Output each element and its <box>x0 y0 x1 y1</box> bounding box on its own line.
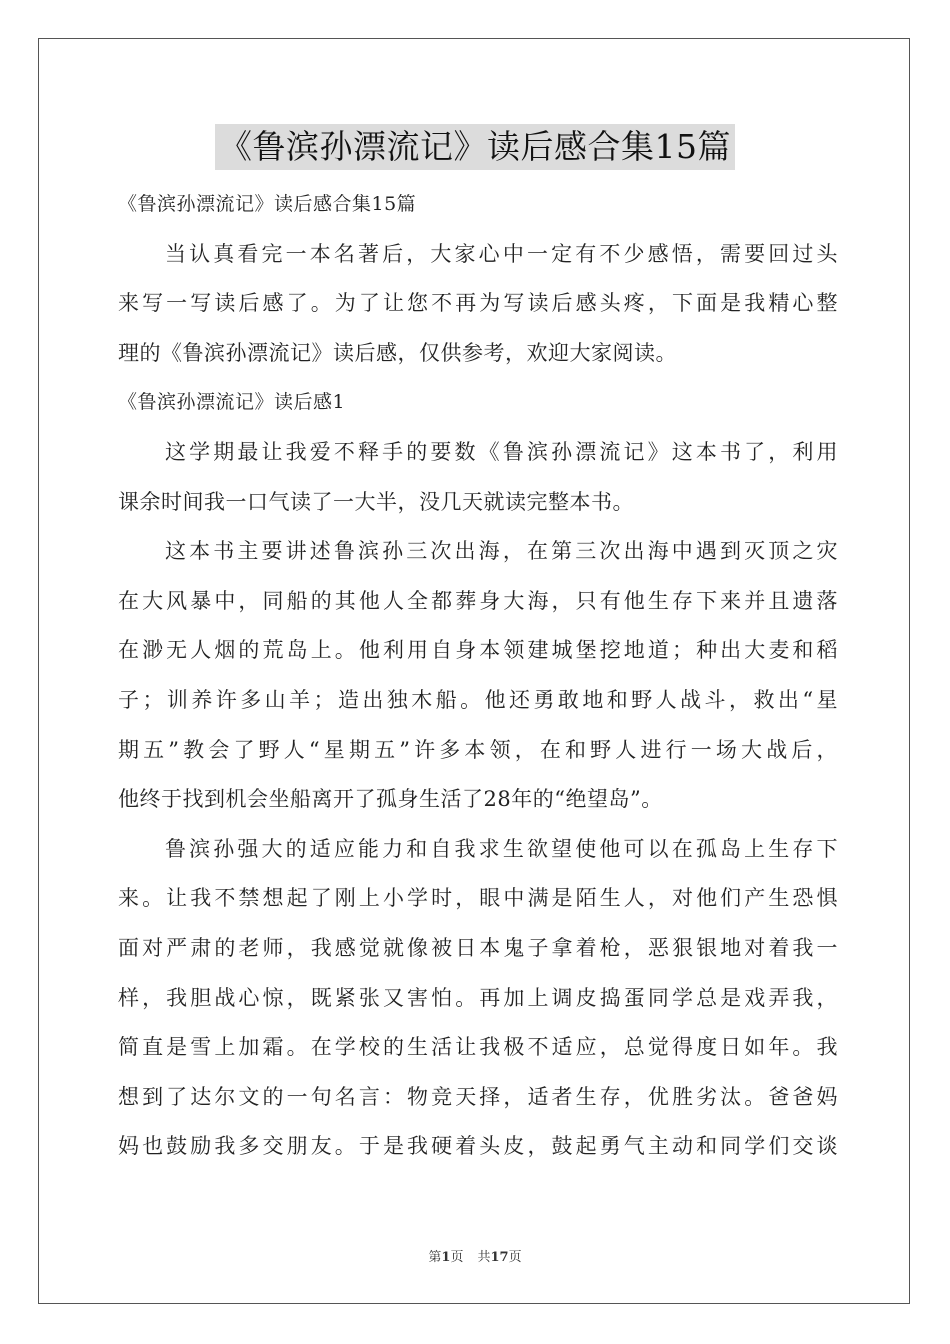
paragraph-line: 鲁滨孙强大的适应能力和自我求生欲望使他可以在孤岛上生存下 <box>165 836 838 861</box>
page-number-prefix: 第 <box>428 1250 442 1265</box>
document-body <box>118 180 838 1172</box>
paragraph-line: 他终于找到机会坐船离开了孤身生活了28年的“绝望岛”。 <box>118 787 663 812</box>
paragraph-line: 在大风暴中，同船的其他人全都葬身大海，只有他生存下来并且遗落 <box>118 588 838 613</box>
paragraph-line: 想到了达尔文的一句名言：物竞天择，适者生存，优胜劣汰。爸爸妈 <box>118 1084 838 1109</box>
paragraph-line: 在渺无人烟的荒岛上。他利用自身本领建城堡挖地道；种出大麦和稻 <box>118 638 838 663</box>
paragraph-line: 当认真看完一本名著后，大家心中一定有不少感悟，需要回过头 <box>165 241 838 266</box>
page-footer <box>0 1246 950 1265</box>
paragraph-line: 这本书主要讲述鲁滨孙三次出海，在第三次出海中遇到灭顶之灾 <box>165 539 838 564</box>
page-number-suffix: 页 <box>450 1250 464 1265</box>
paragraph-line: 课余时间我一口气读了一大半，没几天就读完整本书。 <box>118 489 634 514</box>
paragraph-line: 期五”教会了野人“星期五”许多本领，在和野人进行一场大战后， <box>118 737 838 762</box>
page-number: 1 <box>441 1250 451 1265</box>
total-pages-suffix: 页 <box>508 1250 522 1265</box>
total-pages: 17 <box>490 1250 509 1265</box>
total-pages-prefix: 共 <box>477 1250 491 1265</box>
paragraph-line: 面对严肃的老师，我感觉就像被日本鬼子拿着枪，恶狠银地对着我一 <box>118 935 838 960</box>
paragraph-line: 这学期最让我爱不释手的要数《鲁滨孙漂流记》这本书了，利用 <box>165 439 838 464</box>
paragraph-line: 来写一写读后感了。为了让您不再为写读后感头疼，下面是我精心整 <box>118 291 838 316</box>
section-heading: 《鲁滨孙漂流记》读后感1 <box>118 391 346 414</box>
document-subtitle-line: 《鲁滨孙漂流记》读后感合集15篇 <box>118 193 417 215</box>
paragraph-line: 简直是雪上加霜。在学校的生活让我极不适应，总觉得度日如年。我 <box>118 1035 838 1060</box>
paragraph-line: 子；训养许多山羊；造出独木船。他还勇敢地和野人战斗，救出“星 <box>118 687 838 712</box>
paragraph-line: 来。让我不禁想起了刚上小学时，眼中满是陌生人，对他们产生恐惧 <box>118 886 838 911</box>
paragraph-line: 妈也鼓励我多交朋友。于是我硬着头皮，鼓起勇气主动和同学们交谈 <box>118 1134 838 1159</box>
title-container <box>0 124 950 170</box>
paragraph-line: 样，我胆战心惊，既紧张又害怕。再加上调皮捣蛋同学总是戏弄我， <box>118 985 838 1010</box>
paragraph-line: 理的《鲁滨孙漂流记》读后感，仅供参考，欢迎大家阅读。 <box>118 340 677 365</box>
document-title: 《鲁滨孙漂流记》读后感合集15篇 <box>215 124 735 170</box>
